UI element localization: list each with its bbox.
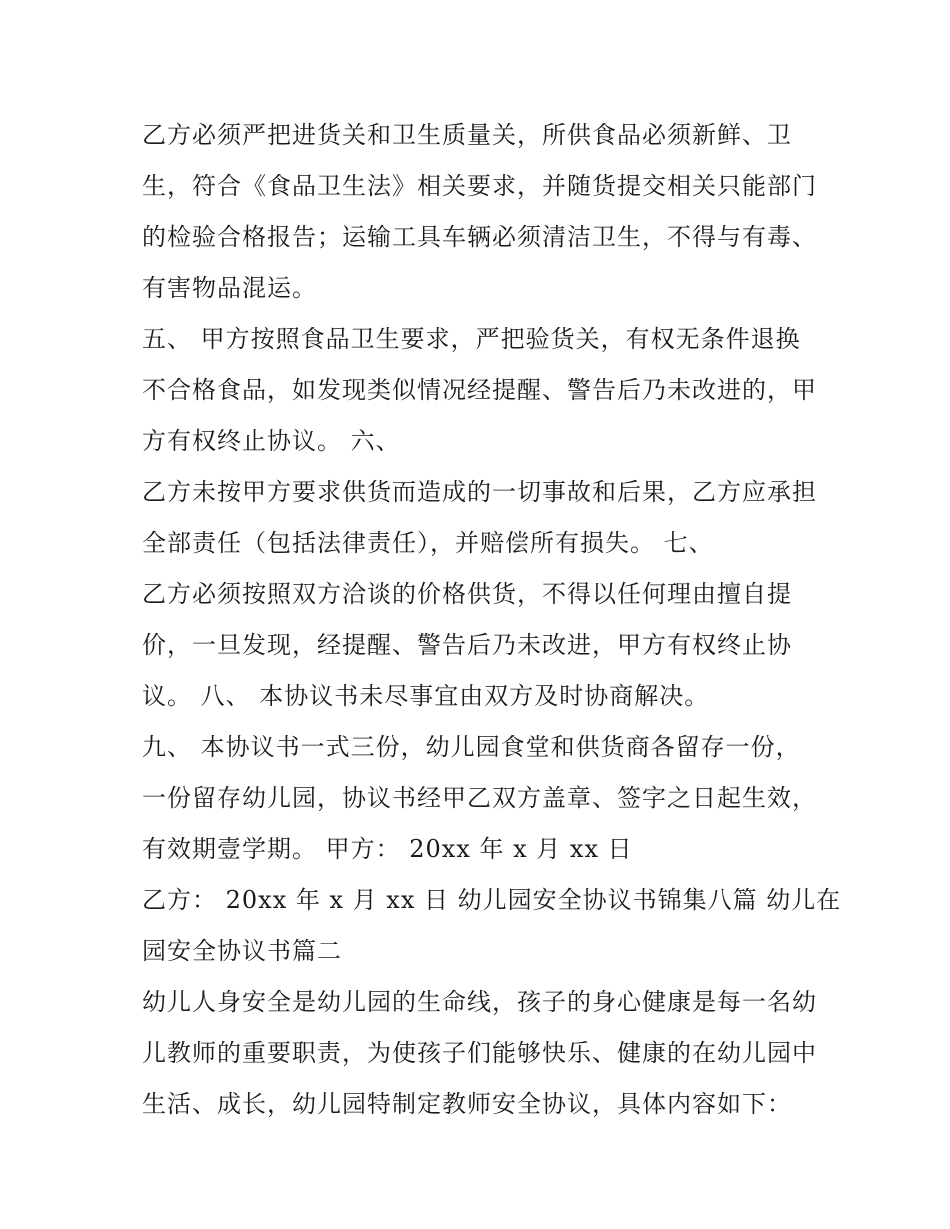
text-line: 一份留存幼儿园，协议书经甲乙双方盖章、签字之日起生效，: [142, 784, 817, 812]
text-line: 园安全协议书篇二: [142, 937, 342, 965]
text-line: 议。 八、 本协议书未尽事宜由双方及时协商解决。: [142, 682, 710, 710]
text-line: 全部责任（包括法律责任），并赔偿所有损失。 七、: [142, 529, 714, 557]
text-line: 不合格食品，如发现类似情况经提醒、警告后乃未改进的，甲: [142, 376, 817, 404]
text-line: 儿教师的重要职责，为使孩子们能够快乐、健康的在幼儿园中: [142, 1039, 817, 1067]
body-text: [142, 110, 842, 1130]
text-line: 九、 本协议书一式三份，幼儿园食堂和供货商各留存一份，: [142, 733, 801, 761]
text-line: 乙方未按甲方要求供货而造成的一切事故和后果，乙方应承担: [142, 478, 817, 506]
text-line: 乙方必须按照双方洽谈的价格供货，不得以任何理由擅自提: [142, 580, 792, 608]
text-line: 有害物品混运。: [142, 274, 317, 302]
text-line: 乙方： 20xx 年 x 月 xx 日 幼儿园安全协议书锦集八篇 幼儿在: [142, 886, 842, 914]
text-line: 乙方必须严把进货关和卫生质量关，所供食品必须新鲜、卫: [142, 121, 792, 149]
text-line: 有效期壹学期。 甲方： 20xx 年 x 月 xx 日: [142, 835, 633, 863]
text-line: 的检验合格报告；运输工具车辆必须清洁卫生，不得与有毒、: [142, 223, 817, 251]
text-line: 方有权终止协议。 六、: [142, 427, 401, 455]
text-line: 生活、成长，幼儿园特制定教师安全协议，具体内容如下：: [142, 1090, 792, 1118]
text-line: 价，一旦发现，经提醒、警告后乃未改进，甲方有权终止协: [142, 631, 792, 659]
text-line: 五、 甲方按照食品卫生要求，严把验货关，有权无条件退换: [142, 325, 801, 353]
text-line: 生，符合《食品卫生法》相关要求，并随货提交相关只能部门: [142, 172, 817, 200]
text-line: 幼儿人身安全是幼儿园的生命线，孩子的身心健康是每一名幼: [142, 988, 817, 1016]
